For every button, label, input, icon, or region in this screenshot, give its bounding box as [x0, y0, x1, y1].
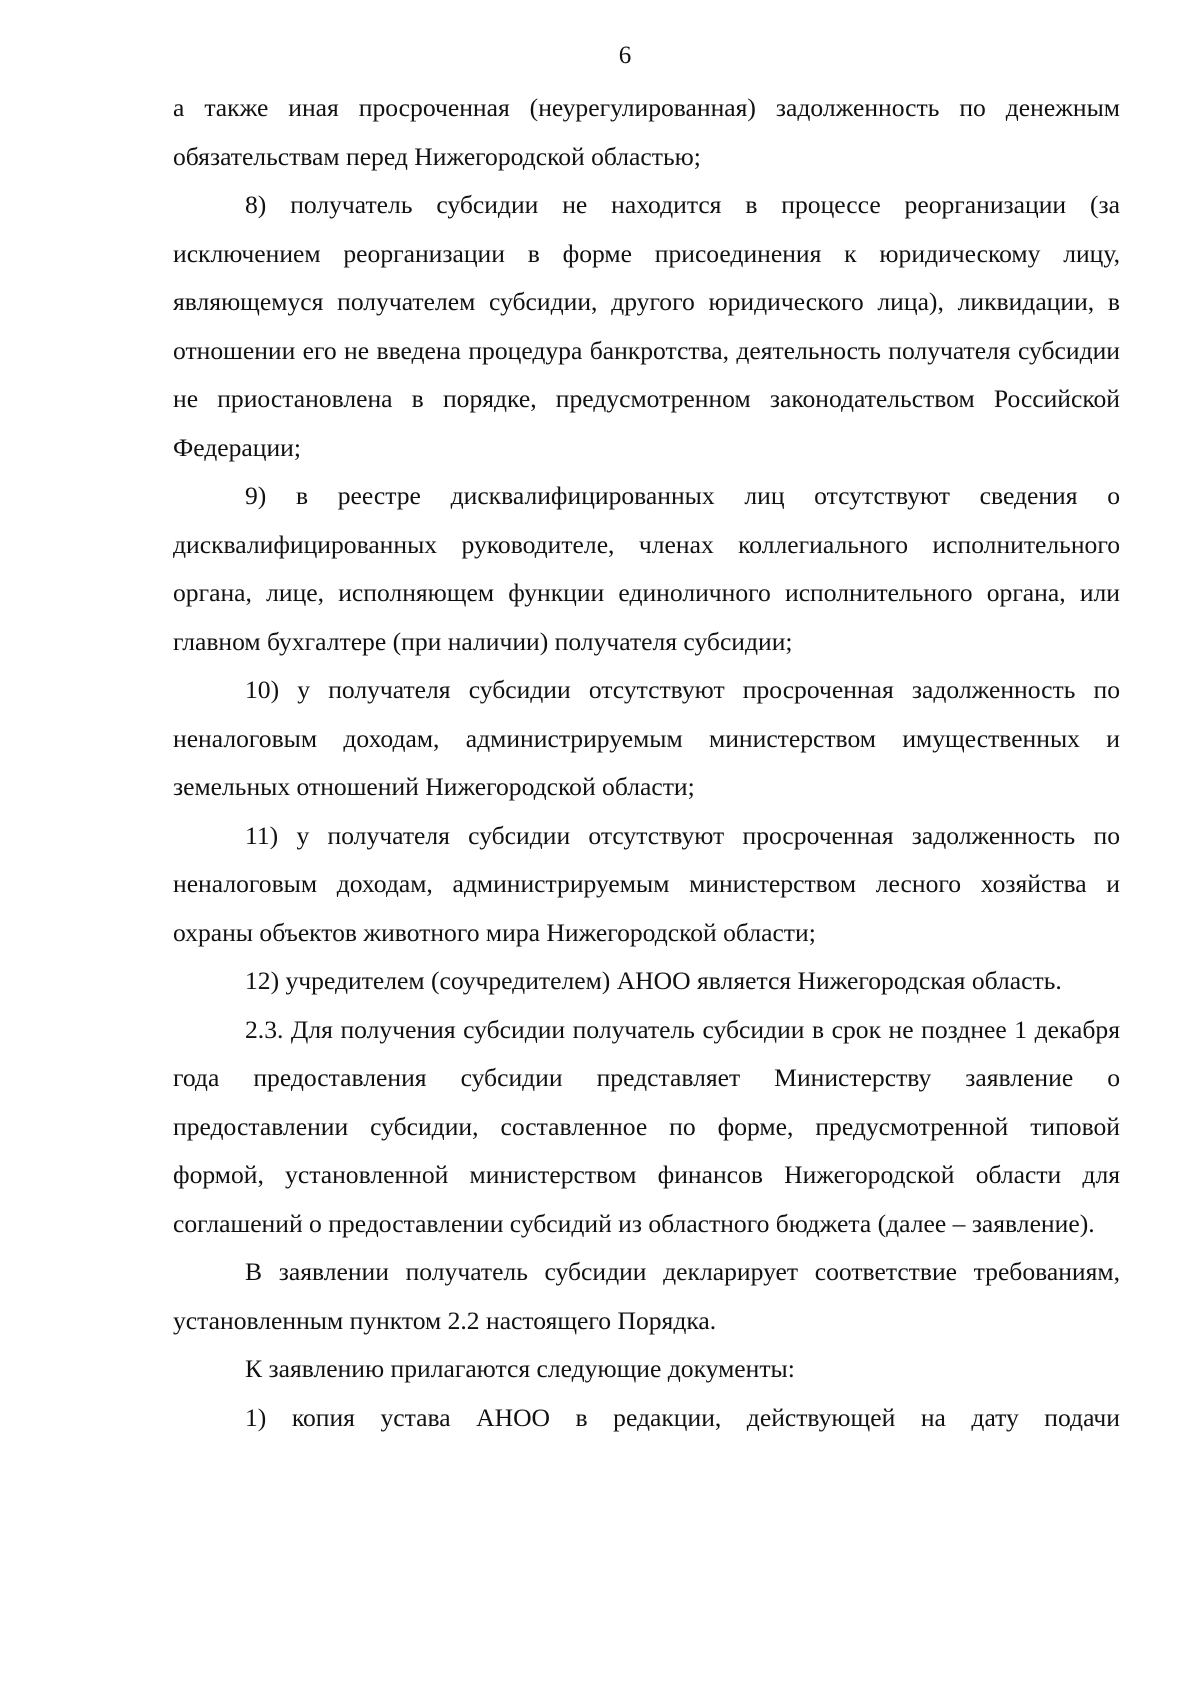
- paragraph-item-12: 12) учредителем (соучредителем) АНОО является Нижегородская область.: [245, 966, 1062, 995]
- paragraph-item-8: 8) получатель субсидии не находится в процессе реорганизации (за исключением реорганизации в форме присоединения к юридическому лицу, являющемуся получателем субсидии, другого юридического лица), ликвидации, в отношении его не введена процедура банкротства, деятельность получателя субсидии не приостановлена в порядке, предусмотренном законодательством Российской Федерации;: [173, 190, 1120, 462]
- paragraph-item-9: 9) в реестре дисквалифицированных лиц отсутствуют сведения о дисквалифицированных руководителе, членах коллегиального исполнительного органа, лице, исполняющем функции единоличного исполнительного органа, или главном бухгалтере (при наличии) получателя субсидии;: [173, 481, 1120, 656]
- paragraph-section-2-3: 2.3. Для получения субсидии получатель субсидии в срок не позднее 1 декабря года предоставления субсидии представляет Министерству заявление о предоставлении субсидии, составленное по форме, предусмотренной типовой формой, установленной министерством финансов Нижегородской области для соглашений о предоставлении субсидий из областного бюджета (далее – заявление).: [173, 1014, 1120, 1238]
- paragraph-documents-intro: К заявлению прилагаются следующие документы:: [245, 1354, 795, 1383]
- paragraph-declaration: В заявлении получатель субсидии декларирует соответствие требованиям, установленным пунктом 2.2 настоящего Порядка.: [173, 1257, 1120, 1335]
- paragraph-item-11: 11) у получателя субсидии отсутствуют просроченная задолженность по неналоговым доходам, администрируемым министерством лесного хозяйства и охраны объектов животного мира Нижегородской области;: [173, 820, 1120, 947]
- page-number: 6: [618, 42, 632, 69]
- paragraph-debt-continuation: а также иная просроченная (неурегулированная) задолженность по денежным обязательствам перед Нижегородской областью;: [173, 93, 1120, 171]
- paragraph-document-1: 1) копия устава АНОО в редакции, действующей на дату подачи: [245, 1402, 1120, 1432]
- document-body: [173, 84, 1120, 1442]
- paragraph-item-10: 10) у получателя субсидии отсутствуют просроченная задолженность по неналоговым доходам, администрируемым министерством имущественных и земельных отношений Нижегородской области;: [173, 675, 1120, 801]
